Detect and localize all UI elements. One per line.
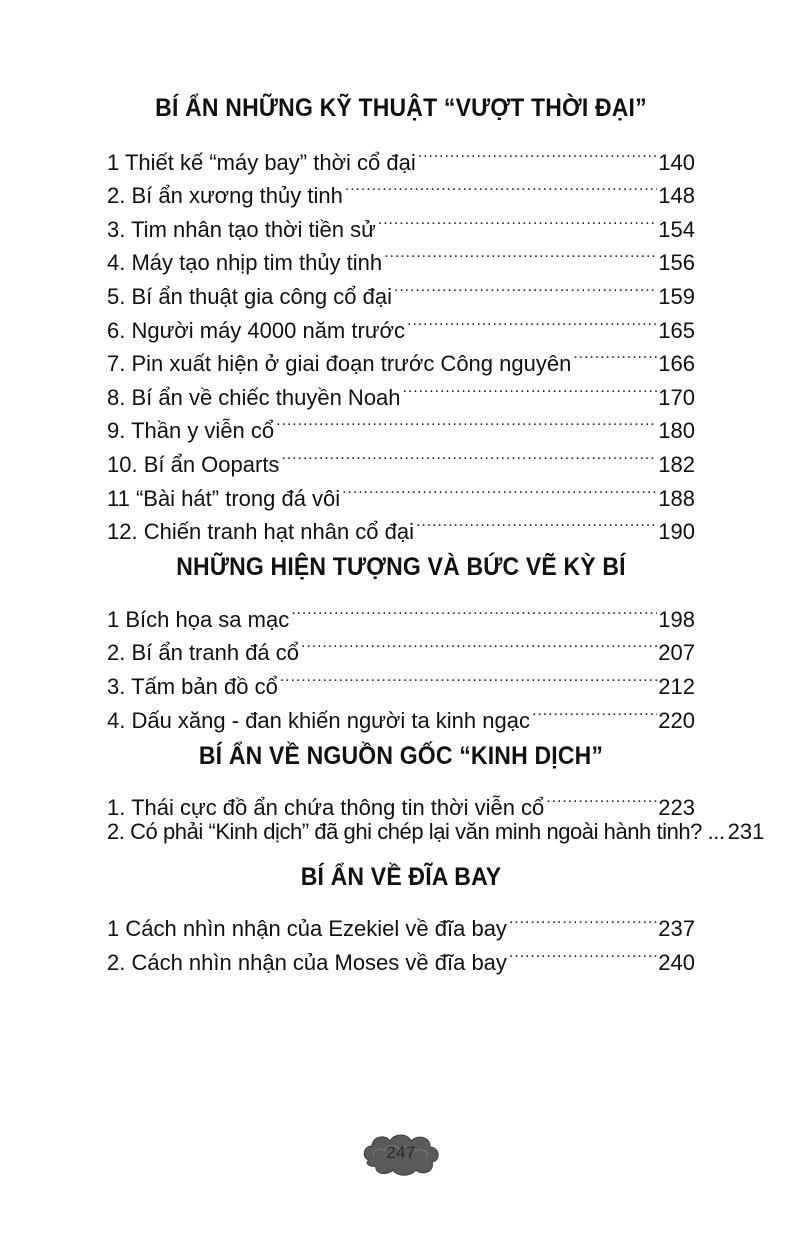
dot-leader xyxy=(418,136,658,170)
entry-title: 1 Thiết kế “máy bay” thời cổ đại xyxy=(107,149,416,175)
entry-page-number: 156 xyxy=(658,250,695,276)
entry-page-number: 148 xyxy=(658,183,695,209)
entry-title: 9. Thần y viễn cổ xyxy=(107,418,275,444)
entry-page-number: 165 xyxy=(658,317,695,343)
section-entries xyxy=(107,136,695,545)
section-heading: BÍ ẨN NHỮNG KỸ THUẬT “VƯỢT THỜI ĐẠI” xyxy=(155,94,647,122)
dot-leader xyxy=(407,304,657,338)
section-entries xyxy=(107,782,765,849)
entry-page-number: 231 xyxy=(727,819,765,845)
entry-page-number: 140 xyxy=(658,149,695,175)
dot-leader xyxy=(394,270,657,304)
toc-entry xyxy=(107,136,695,175)
entry-title: 2. Cách nhìn nhận của Moses về đĩa bay xyxy=(107,949,507,975)
entry-page-number: 198 xyxy=(658,606,695,632)
dot-leader xyxy=(342,472,657,506)
dot-leader xyxy=(291,593,657,627)
entry-page-number: 159 xyxy=(658,283,695,309)
section-heading: BÍ ẨN VỀ ĐĨA BAY xyxy=(300,862,502,891)
toc-entry xyxy=(107,815,765,849)
dot-leader xyxy=(301,627,657,661)
entry-title: 7. Pin xuất hiện ở giai đoạn trước Công nguyên xyxy=(107,351,572,377)
entry-page-number: 190 xyxy=(658,519,695,545)
entry-title: 12. Chiến tranh hạt nhân cổ đại xyxy=(107,519,415,545)
entry-title: 6. Người máy 4000 năm trước xyxy=(107,317,405,343)
dot-leader xyxy=(546,782,657,816)
entry-page-number: 170 xyxy=(658,384,695,410)
dot-leader xyxy=(384,237,657,271)
dot-leader xyxy=(416,506,657,540)
entry-page-number: 237 xyxy=(658,916,695,942)
dot-leader xyxy=(532,694,657,728)
dot-leader xyxy=(403,371,658,405)
table-of-contents xyxy=(107,88,765,975)
section-entries xyxy=(107,903,695,975)
dot-leader xyxy=(573,338,657,372)
entry-title: 1 Bích họa sa mạc xyxy=(107,606,290,632)
entry-title: 3. Tấm bản đồ cổ xyxy=(107,673,278,699)
entry-title: 2. Bí ẩn xương thủy tinh xyxy=(107,183,343,209)
page-number-badge xyxy=(360,1130,442,1178)
entry-page-number: 207 xyxy=(658,640,695,666)
entry-title: 1 Cách nhìn nhận của Ezekiel về đĩa bay xyxy=(107,916,507,942)
entry-title: 2. Có phải “Kinh dịch” đã ghi chép lại văn minh ngoài hành tinh? ... xyxy=(107,819,725,845)
dot-leader xyxy=(276,405,657,439)
toc-entry xyxy=(107,593,695,632)
entry-page-number: 212 xyxy=(658,673,695,699)
entry-page-number: 182 xyxy=(658,451,695,477)
entry-page-number: 154 xyxy=(658,216,695,242)
dot-leader xyxy=(281,438,657,472)
page-number: 247 xyxy=(386,1143,416,1162)
dot-leader xyxy=(378,203,657,237)
dot-leader xyxy=(509,936,657,970)
dot-leader xyxy=(345,170,657,204)
entry-title: 3. Tim nhân tạo thời tiền sử xyxy=(107,216,376,242)
entry-title: 8. Bí ẩn về chiếc thuyền Noah xyxy=(107,384,401,410)
entry-title: 1. Thái cực đồ ẩn chứa thông tin thời viễn cổ xyxy=(107,795,545,821)
dot-leader xyxy=(509,903,657,937)
dot-leader xyxy=(280,660,657,694)
section-heading: BÍ ẨN VỀ NGUỒN GỐC “KINH DỊCH” xyxy=(198,741,604,770)
section-heading: NHỮNG HIỆN TƯỢNG VÀ BỨC VẼ KỲ BÍ xyxy=(176,553,626,582)
toc-entry xyxy=(107,903,695,942)
toc-entry xyxy=(107,782,695,821)
section-entries xyxy=(107,593,695,733)
entry-title: 5. Bí ẩn thuật gia công cổ đại xyxy=(107,283,392,309)
entry-title: 10. Bí ẩn Ooparts xyxy=(107,451,280,477)
entry-page-number: 240 xyxy=(658,949,695,975)
entry-page-number: 166 xyxy=(658,351,695,377)
entry-page-number: 223 xyxy=(658,795,695,821)
entry-page-number: 188 xyxy=(658,485,695,511)
entry-title: 11 “Bài hát” trong đá vôi xyxy=(107,485,341,511)
entry-page-number: 220 xyxy=(658,707,695,733)
entry-title: 4. Dấu xăng - đan khiến người ta kinh ngạc xyxy=(107,707,530,733)
entry-page-number: 180 xyxy=(658,418,695,444)
entry-title: 4. Máy tạo nhịp tim thủy tinh xyxy=(107,250,383,276)
entry-title: 2. Bí ẩn tranh đá cổ xyxy=(107,640,300,666)
